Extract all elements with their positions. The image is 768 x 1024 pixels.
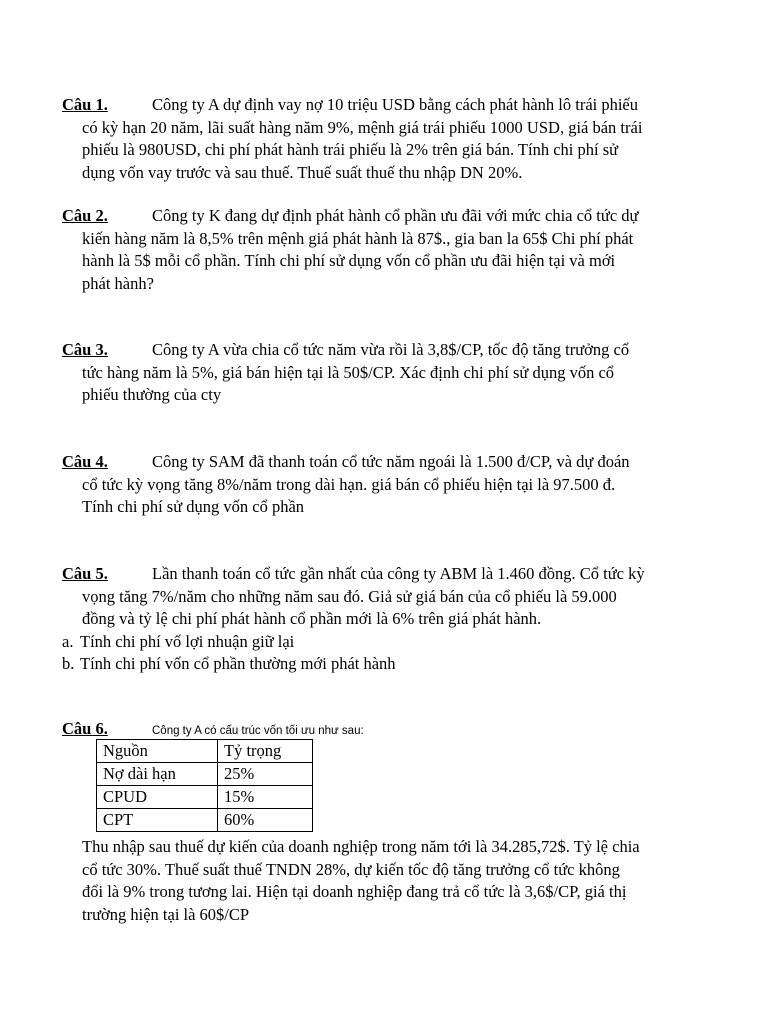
question-3-label: Câu 3.: [62, 340, 108, 359]
question-6-label: Câu 6.: [62, 719, 108, 738]
question-6-line-3: đổi là 9% trong tương lai. Hiện tại doanh nghiệp đang trả cổ tức là 3,6$/CP, giá thị: [82, 882, 627, 901]
question-5-first-line: [62, 563, 728, 586]
question-3-line-2: tức hàng năm là 5%, giá bán hiện tại là 50$/CP. Xác định chi phí sử dụng vốn cổ: [82, 362, 615, 382]
table-cell: CPUD: [97, 786, 218, 809]
question-5-line-2: vọng tăng 7%/năm cho những năm sau đó. Giả sử giá bán của cổ phiếu là 59.000: [82, 586, 617, 606]
question-6-body: [62, 836, 728, 926]
question-2-first-text: Công ty K đang dự định phát hành cổ phần ưu đãi với mức chia cổ tức dự: [152, 206, 639, 225]
question-4-line-2: cổ tức kỳ vọng tăng 8%/năm trong dài hạn. giá bán cổ phiếu hiện tại là 97.500 đ.: [82, 474, 616, 494]
question-4: [62, 451, 728, 519]
question-6-line-4: trường hiện tại là 60$/CP: [82, 904, 250, 924]
sub-text: Tính chi phí vốn cổ phần thường mới phát hành: [80, 654, 396, 673]
question-4-first-text: Công ty SAM đã thanh toán cổ tức năm ngoái là 1.500 đ/CP, và dự đoán: [152, 452, 630, 471]
sub-marker: a.: [62, 631, 74, 651]
question-3-first-line: [62, 339, 728, 362]
question-2: [62, 205, 728, 295]
question-4-label: Câu 4.: [62, 452, 108, 471]
question-5-label: Câu 5.: [62, 564, 108, 583]
table-cell: 25%: [218, 763, 313, 786]
question-6-line-2: cổ tức 30%. Thuế suất thuế TNDN 28%, dự kiến tốc độ tăng trưởng cổ tức không: [82, 859, 620, 879]
question-2-label: Câu 2.: [62, 206, 108, 225]
table-cell: CPT: [97, 809, 218, 832]
question-5: [62, 563, 728, 676]
question-4-first-line: [62, 451, 728, 474]
question-3-line-3: phiếu thường của cty: [82, 385, 222, 404]
table-row: [97, 763, 313, 786]
question-3-first-text: Công ty A vừa chia cổ tức năm vừa rồi là 3,8$/CP, tốc độ tăng trưởng cổ: [152, 340, 630, 359]
table-row: [97, 786, 313, 809]
question-5-line-3: đồng và tỷ lệ chi phí phát hành cổ phần mới là 6% trên giá phát hành.: [82, 609, 542, 628]
table-cell: Nợ dài hạn: [97, 763, 218, 786]
question-6-line-1: Thu nhập sau thuế dự kiến của doanh nghiệp trong năm tới là 34.285,72$. Tỷ lệ chia: [82, 837, 640, 856]
table-cell: 15%: [218, 786, 313, 809]
question-2-line-4: phát hành?: [82, 273, 154, 293]
question-1-label: Câu 1.: [62, 95, 108, 114]
question-6-first-text: Công ty A có cấu trúc vốn tối ưu như sau:: [152, 725, 364, 737]
question-2-line-2: kiến hàng năm là 8,5% trên mệnh giá phát hành là 87$., gia ban la 65$ Chi phí phát: [82, 228, 634, 248]
question-5-sub-b: [62, 653, 728, 676]
capital-structure-table: [96, 739, 313, 832]
question-5-first-text: Lần thanh toán cổ tức gần nhất của công ty ABM là 1.460 đồng. Cổ tức kỳ: [152, 564, 645, 583]
question-1: [62, 94, 728, 184]
question-4-line-3: Tính chi phí sử dụng vốn cổ phần: [82, 497, 305, 516]
sub-text: Tính chi phí vố lợi nhuận giữ lại: [80, 631, 295, 651]
question-1-line-3: phiếu là 980USD, chi phí phát hành trái phiếu là 2% trên giá bán. Tính chi phí sử: [82, 140, 619, 159]
question-2-line-3: hành là 5$ mỗi cổ phần. Tính chi phí sử dụng vốn cổ phần ưu đãi hiện tại và mới: [82, 251, 616, 270]
question-1-first-text: Công ty A dự định vay nợ 10 triệu USD bằng cách phát hành lô trái phiếu: [152, 95, 639, 114]
question-1-first-line: [62, 94, 728, 117]
table-row: [97, 809, 313, 832]
question-1-line-2: có kỳ hạn 20 năm, lãi suất hàng năm 9%, mệnh giá trái phiếu 1000 USD, giá bán trái: [82, 117, 643, 137]
sub-marker: b.: [62, 654, 75, 673]
question-2-first-line: [62, 205, 728, 228]
question-3: [62, 339, 728, 407]
table-header-row: [97, 740, 313, 763]
question-5-sub-a: [62, 631, 728, 654]
question-1-line-4: dụng vốn vay trước và sau thuế. Thuế suất thuế thu nhập DN 20%.: [82, 162, 523, 182]
table-header-cell: Tỷ trọng: [218, 740, 313, 763]
table-header-cell: Nguồn: [97, 740, 218, 763]
table-cell: 60%: [218, 809, 313, 832]
